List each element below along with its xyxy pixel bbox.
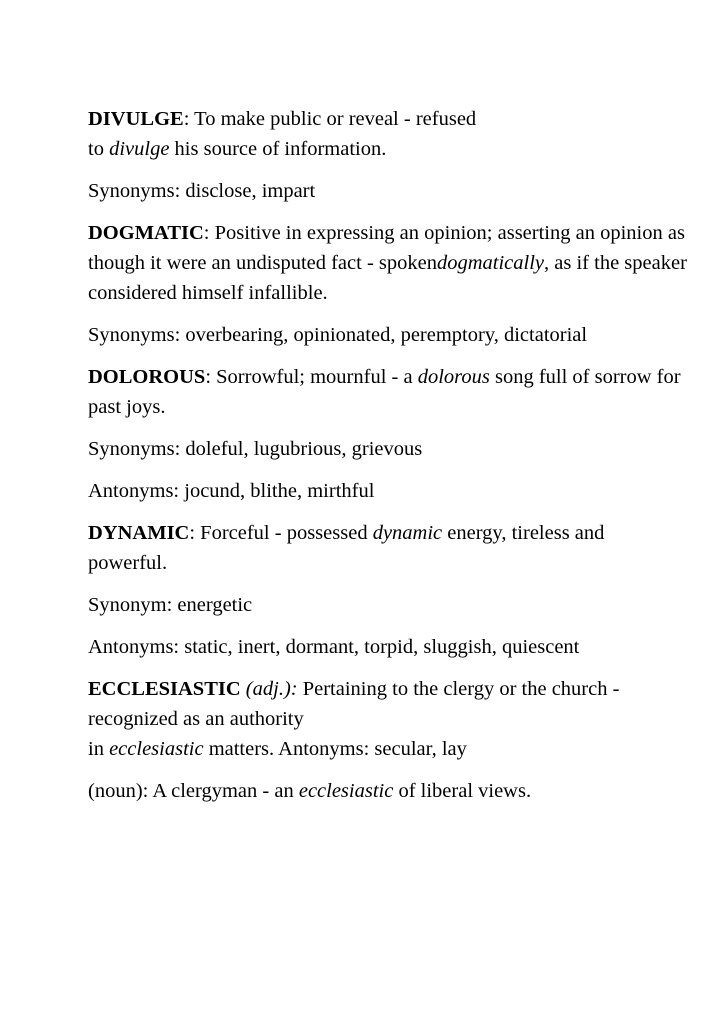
definition-text: to	[88, 138, 110, 160]
definition-text: of liberal views.	[393, 780, 532, 802]
definition-text: (noun): A clergyman - an	[88, 780, 299, 802]
dictionary-entry-dogmatic	[88, 218, 688, 308]
entry-headword: ECCLESIASTIC	[88, 678, 241, 700]
dictionary-entry-dynamic	[88, 518, 688, 578]
document-page	[88, 104, 688, 818]
entry-headword: DOLOROUS	[88, 366, 206, 388]
entry-headword: DYNAMIC	[88, 522, 190, 544]
definition-text: in	[88, 738, 110, 760]
entry-headword: DOGMATIC	[88, 222, 204, 244]
dictionary-entry-divulge	[88, 104, 688, 164]
definition-text: matters. Antonyms: secular, lay	[203, 738, 467, 760]
definition-text: his source of information.	[169, 138, 387, 160]
definition-text: : Sorrowful; mournful - a	[205, 366, 418, 388]
italic-term: divulge	[109, 138, 170, 160]
note-text: Antonyms: static, inert, dormant, torpid, sluggish, quiescent	[88, 636, 580, 658]
entry-synonyms-antonyms	[88, 176, 688, 206]
entry-definition	[88, 218, 688, 308]
entry-definition	[88, 104, 688, 164]
definition-text: : Forceful - possessed	[189, 522, 373, 544]
italic-term: dogmatically	[436, 252, 545, 274]
definition-text: : Positive in expressing an opinion; asserting an opinion as though it were an undisputed fact - spoken	[88, 222, 685, 274]
dictionary-entry-ecclesiastic-noun	[88, 776, 688, 806]
entry-synonyms-antonyms	[88, 320, 688, 350]
dictionary-entry-ecclesiastic	[88, 674, 688, 764]
definition-text: song full of sorrow for past joys.	[88, 366, 681, 418]
italic-term: (adj.):	[245, 678, 298, 700]
definition-text: Pertaining to the clergy or the church - recognized as an authority	[88, 678, 620, 730]
definition-text: , as if the speaker considered himself infallible.	[88, 252, 687, 304]
dictionary-entry-dolorous	[88, 362, 688, 422]
entry-synonyms-antonyms	[88, 590, 688, 620]
entry-definition	[88, 362, 688, 422]
italic-term: ecclesiastic	[298, 780, 394, 802]
entry-synonyms-antonyms	[88, 434, 688, 464]
note-text: Antonyms: jocund, blithe, mirthful	[88, 480, 375, 502]
note-text: Synonyms: doleful, lugubrious, grievous	[88, 438, 423, 460]
entry-headword: DIVULGE	[88, 108, 184, 130]
note-text: Synonyms: overbearing, opinionated, peremptory, dictatorial	[88, 324, 588, 346]
italic-term: dolorous	[417, 366, 490, 388]
definition-text: : To make public or reveal - refused	[183, 108, 477, 130]
note-text: Synonyms: disclose, impart	[88, 180, 316, 202]
definition-text: energy, tireless and powerful.	[88, 522, 605, 574]
italic-term: ecclesiastic	[109, 738, 204, 760]
entry-definition	[88, 674, 688, 764]
entry-synonyms-antonyms	[88, 632, 688, 662]
entry-synonyms-antonyms	[88, 476, 688, 506]
italic-term: dynamic	[372, 522, 443, 544]
entry-definition	[88, 776, 688, 806]
entry-definition	[88, 518, 688, 578]
note-text: Synonym: energetic	[88, 594, 253, 616]
